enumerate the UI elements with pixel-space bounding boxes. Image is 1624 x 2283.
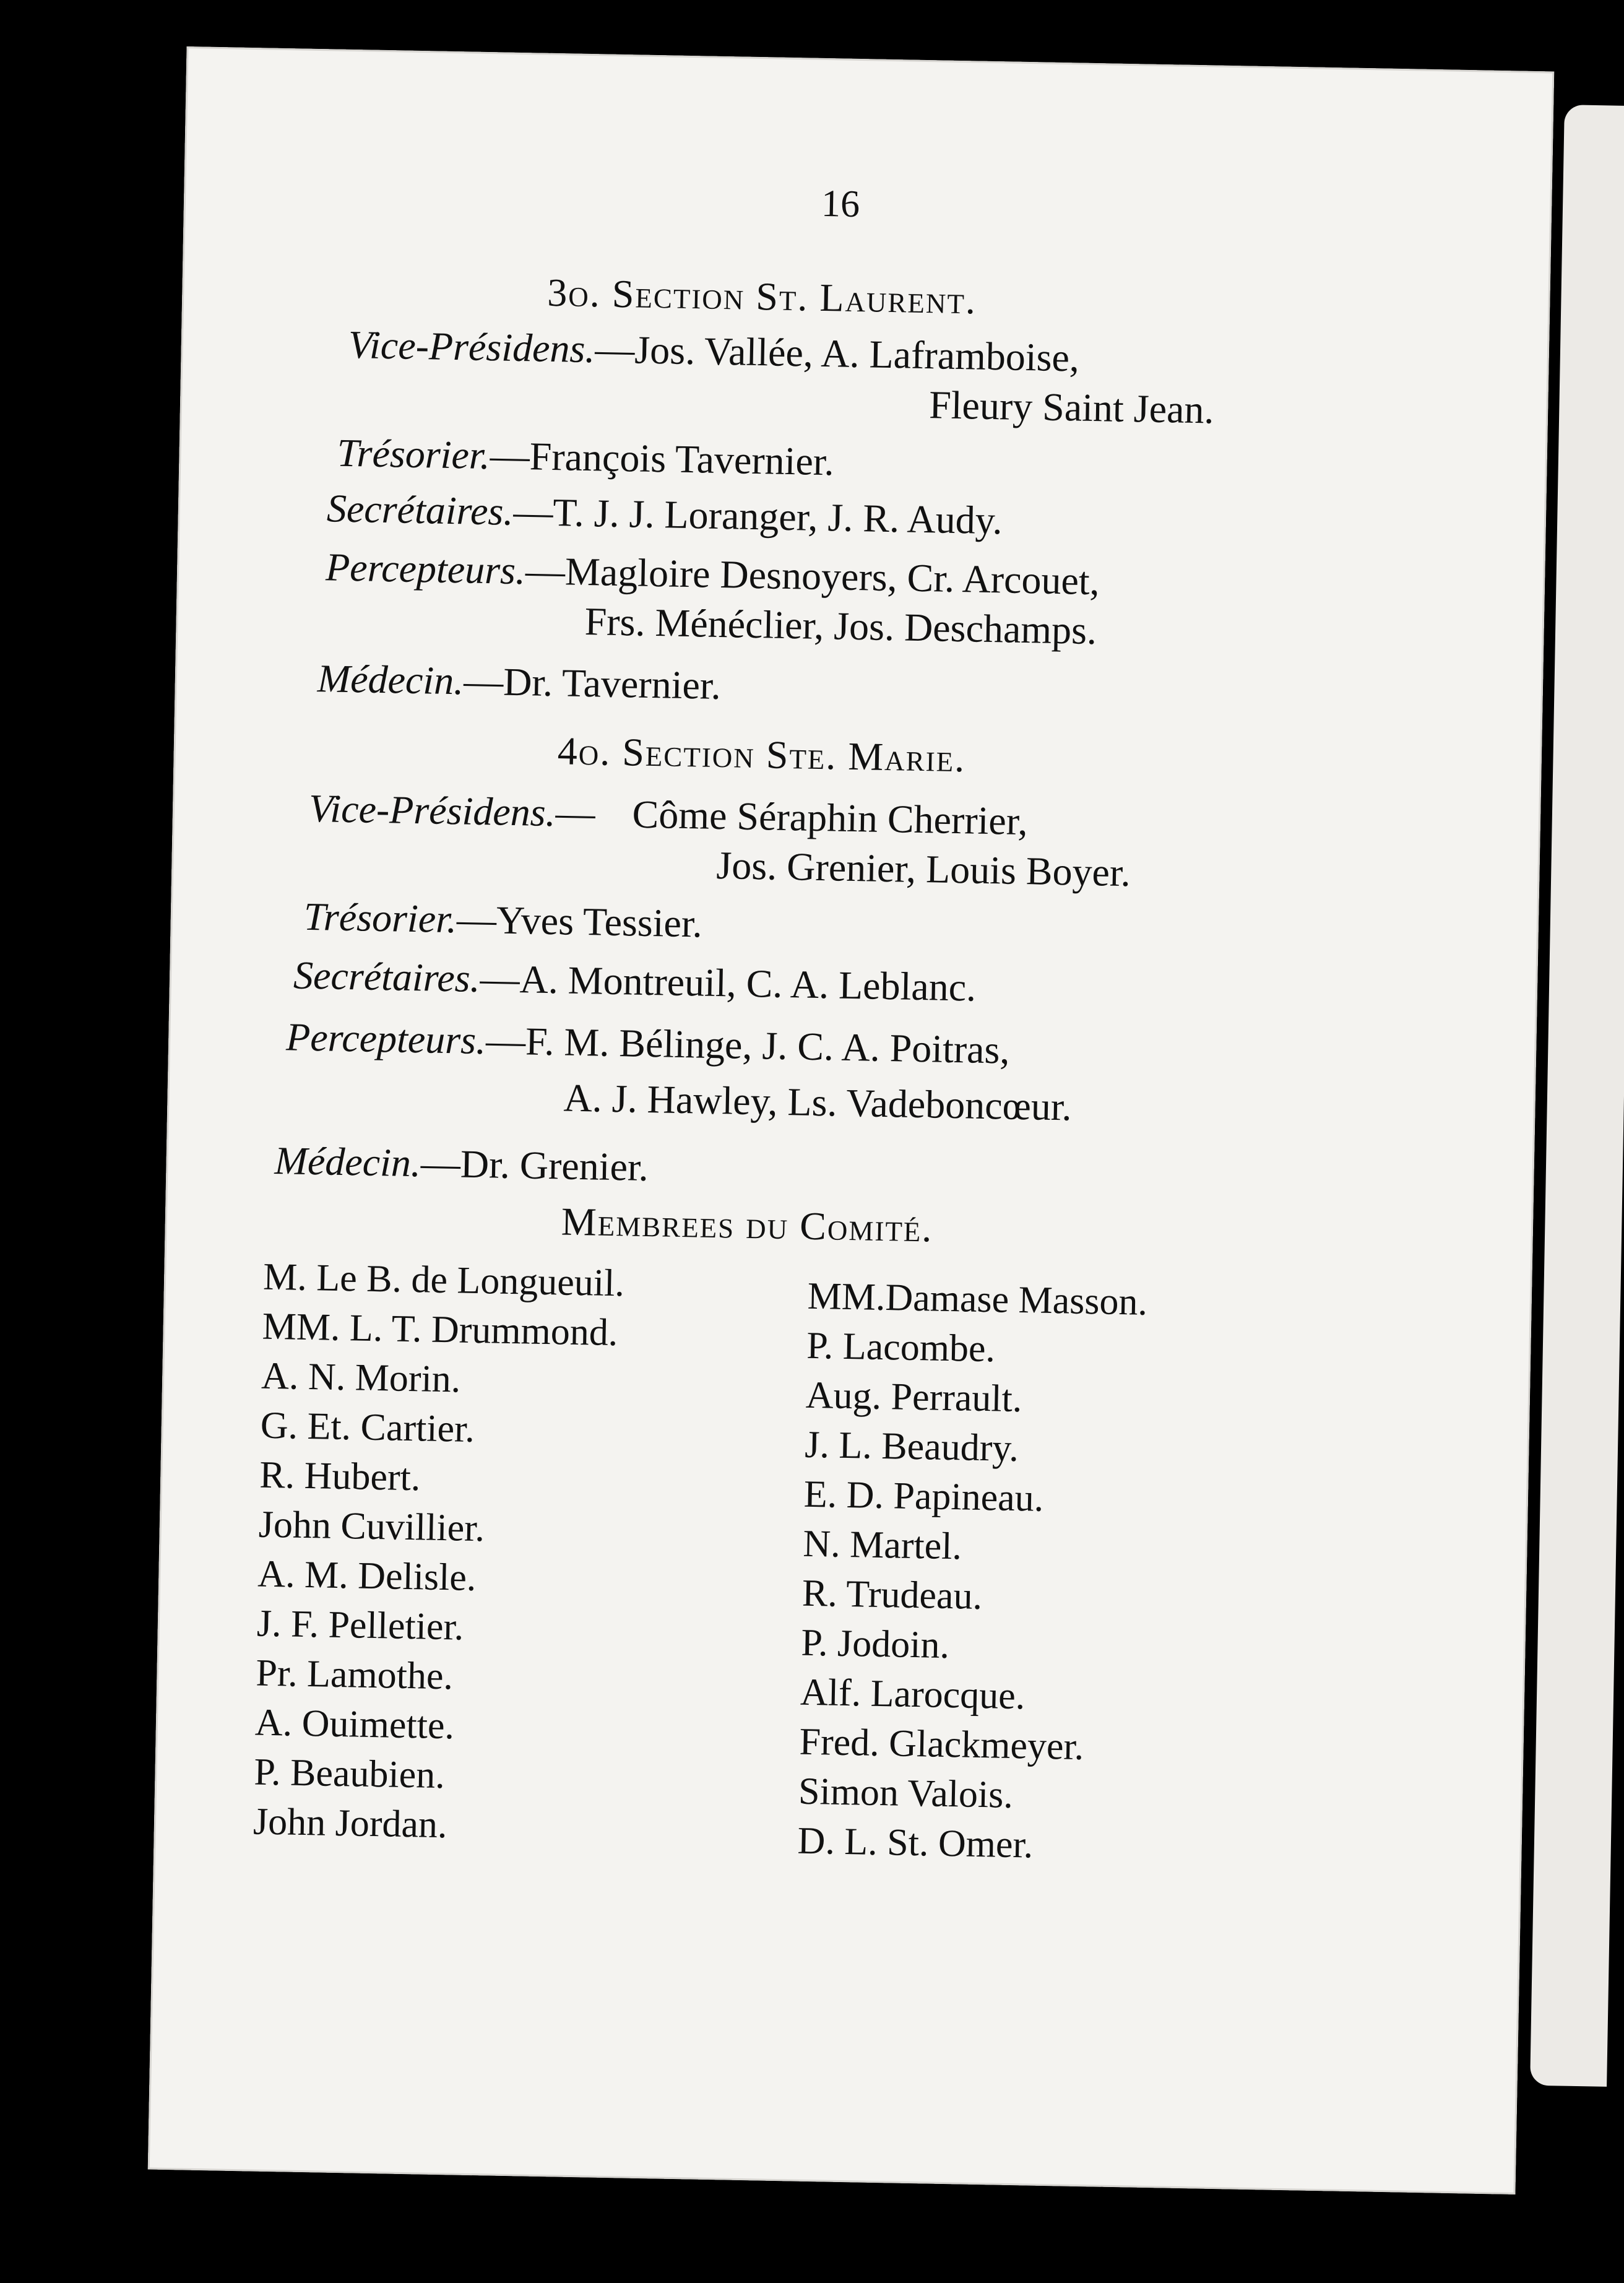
committee-member: G. Et. Cartier. [260, 1404, 475, 1450]
committee-member: Alf. Larocque. [800, 1671, 1026, 1718]
section-3-secretaires [326, 485, 1003, 544]
medecin-name: Dr. Tavernier. [503, 659, 722, 708]
percepteurs-label: Percepteurs. [325, 545, 526, 593]
em-dash: — [463, 659, 504, 704]
committee-right-column [797, 1271, 1148, 1872]
medecin-label: Médecin. [274, 1138, 421, 1185]
em-dash: — [456, 897, 497, 942]
tresorier-name: Yves Tessier. [496, 898, 703, 946]
em-dash: — [420, 1141, 461, 1186]
section-3-percepteurs-cont: Frs. Ménéclier, Jos. Deschamps. [584, 599, 1097, 653]
committee-member: Aug. Perrault. [805, 1374, 1022, 1421]
committee-member: Fred. Glackmeyer. [798, 1720, 1084, 1769]
committee-member: E. D. Papineau. [803, 1473, 1044, 1520]
section-3-heading: 3o. Section St. Laurent. [546, 270, 977, 323]
percepteurs-names: Magloire Desnoyers, Cr. Arcouet, [564, 549, 1100, 604]
tresorier-label: Trésorier. [303, 894, 457, 942]
committee-member: John Cuvillier. [258, 1503, 485, 1550]
section-3-vice-presidents-cont: Fleury Saint Jean. [928, 383, 1215, 432]
medecin-name: Dr. Grenier. [460, 1142, 649, 1190]
em-dash: — [512, 489, 554, 535]
vice-presidents-label: Vice-Présidens. [308, 786, 556, 835]
committee-member: John Jordan. [253, 1800, 448, 1847]
medecin-label: Médecin. [317, 656, 464, 703]
section-4-vice-presidents [308, 786, 1028, 844]
percepteurs-names: F. M. Bélinge, J. C. A. Poitras, [525, 1019, 1011, 1072]
committee-member: D. L. St. Omer. [797, 1819, 1034, 1866]
secretaires-label: Secrétaires. [293, 953, 481, 1000]
section-3-tresorier [337, 430, 834, 485]
vice-presidents-label: Vice-Présidens. [348, 322, 596, 371]
section-4-percepteurs-cont: A. J. Hawley, Ls. Vadeboncœur. [563, 1075, 1073, 1129]
committee-member: M. Le B. de Longueuil. [262, 1255, 625, 1305]
vice-presidents-names: Côme Séraphin Cherrier, [632, 792, 1029, 844]
em-dash: — [555, 791, 596, 836]
committee-member: J. L. Beaudry. [804, 1423, 1019, 1470]
committee-left-column [253, 1252, 624, 1853]
em-dash: — [479, 956, 520, 1002]
committee-member: Pr. Lamothe. [255, 1652, 454, 1698]
tresorier-label: Trésorier. [336, 430, 491, 478]
secretaires-label: Secrétaires. [326, 486, 514, 534]
committee-member: MM. L. T. Drummond. [262, 1305, 618, 1354]
secretaires-names: T. J. J. Loranger, J. R. Audy. [552, 490, 1003, 543]
tresorier-name: François Tavernier. [529, 434, 835, 484]
section-4-heading: 4o. Section Ste. Marie. [557, 729, 966, 781]
percepteurs-label: Percepteurs. [285, 1015, 486, 1063]
section-4-medecin [274, 1138, 649, 1190]
section-4-tresorier [303, 894, 702, 947]
section-4-percepteurs [286, 1014, 1011, 1073]
section-3-medecin [317, 656, 721, 709]
document-page [148, 46, 1554, 2194]
committee-member: Simon Valois. [798, 1770, 1014, 1816]
committee-member: R. Hubert. [259, 1453, 421, 1499]
em-dash: — [485, 1018, 526, 1064]
page-number: 16 [821, 182, 860, 226]
em-dash: — [594, 327, 636, 372]
section-3-vice-presidents [348, 322, 1079, 381]
committee-member: P. Beaubien. [253, 1751, 446, 1797]
committee-member: N. Martel. [802, 1522, 962, 1568]
committee-member: J. F. Pelletier. [256, 1602, 464, 1648]
committee-member: MM.Damase Masson. [807, 1275, 1148, 1323]
committee-member: P. Jodoin. [800, 1621, 950, 1667]
vice-presidents-names: Jos. Vallée, A. Laframboise, [634, 327, 1080, 380]
committee-member: A. N. Morin. [261, 1354, 461, 1401]
committee-member: A. M. Delisle. [257, 1553, 477, 1600]
secretaires-names: A. Montreuil, C. A. Leblanc. [519, 957, 977, 1010]
committee-member: A. Ouimette. [254, 1701, 455, 1748]
committee-member: P. Lacombe. [806, 1324, 996, 1371]
em-dash: — [490, 433, 530, 479]
section-4-secretaires [293, 952, 976, 1010]
em-dash: — [525, 548, 566, 594]
section-3-percepteurs [326, 544, 1100, 604]
committee-heading: Membrees du Comité. [561, 1199, 934, 1250]
section-4-vice-presidents-cont: Jos. Grenier, Louis Boyer. [715, 843, 1131, 895]
committee-member: R. Trudeau. [801, 1572, 983, 1618]
